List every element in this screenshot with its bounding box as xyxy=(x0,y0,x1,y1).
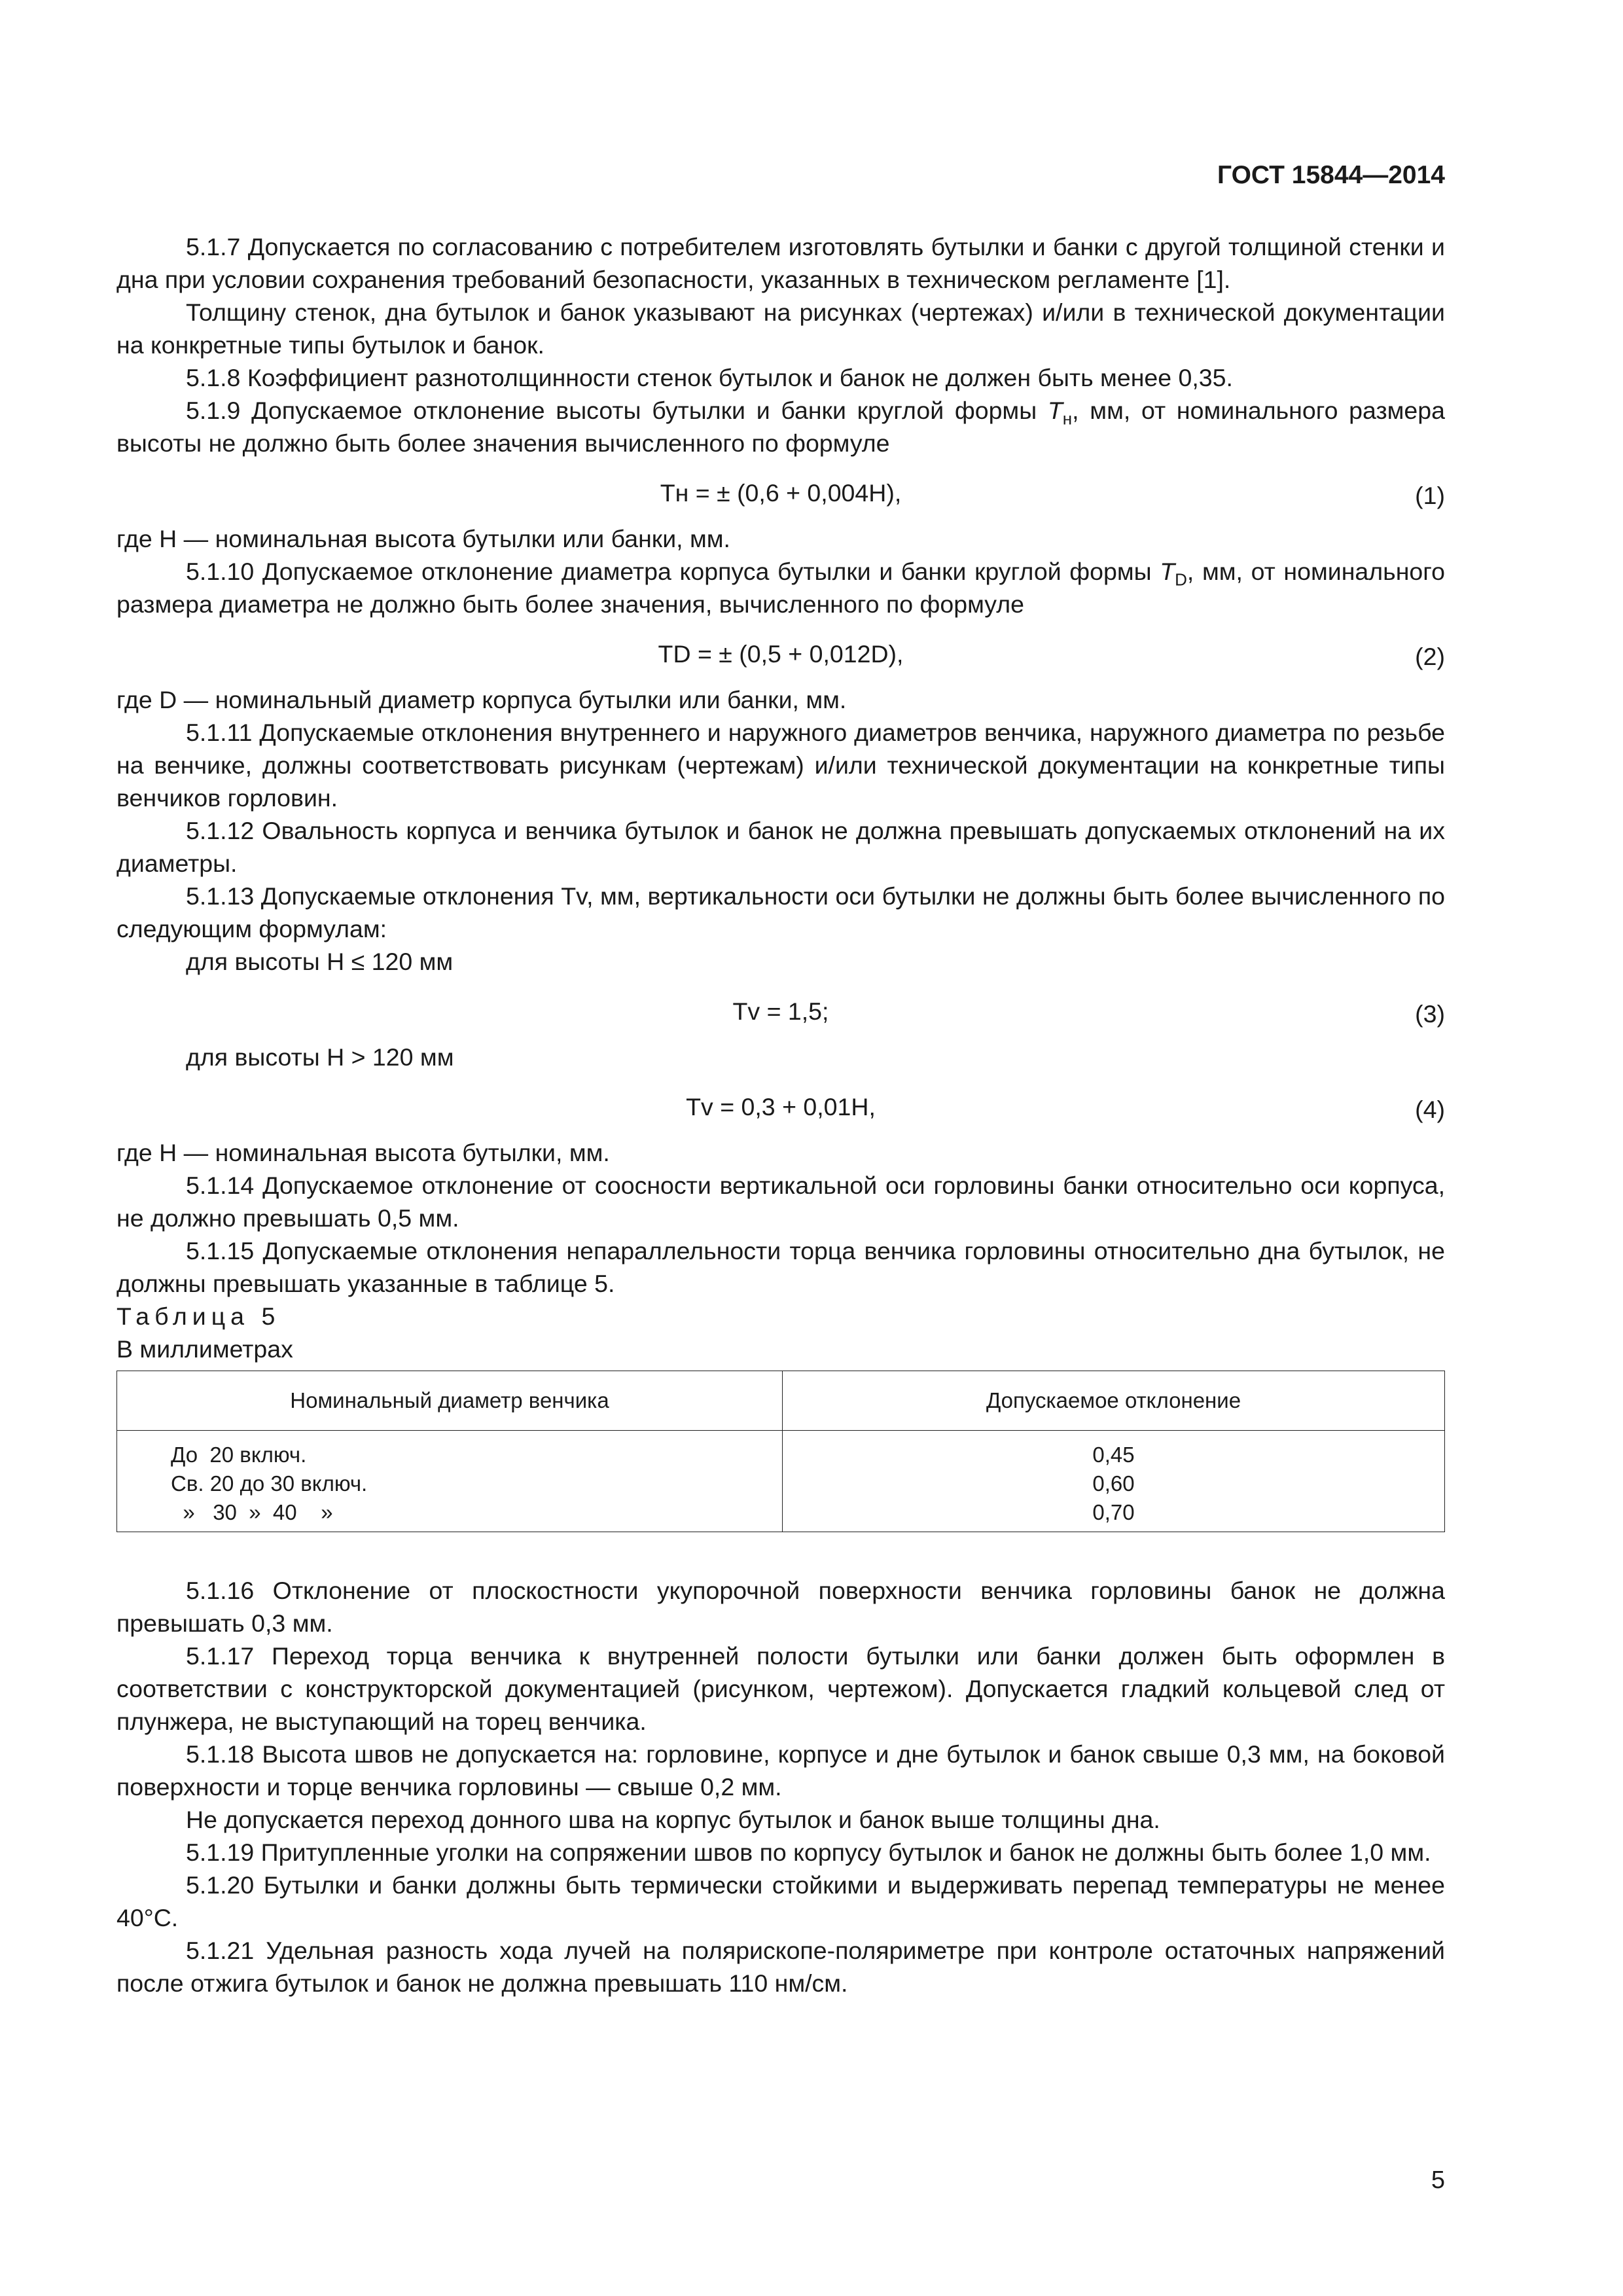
paragraph-where-h: где H — номинальная высота бутылки или банки, мм. xyxy=(116,525,730,552)
paragraph-wall-thickness: Толщину стенок, дна бутылок и банок указывают на рисунках (чертежах) и/или в технической документации на конкретные типы бутылок и банок. xyxy=(116,298,1445,359)
variable-t: T xyxy=(1047,397,1063,424)
paragraph-5-1-10-text-a: 5.1.10 Допускаемое отклонение диаметра корпуса бутылки и банки круглой формы xyxy=(186,558,1160,585)
formula-2-number: (2) xyxy=(1415,643,1445,670)
table-cell-diameter: До 20 включ. xyxy=(117,1431,783,1470)
formula-1 xyxy=(116,476,1445,509)
paragraph-5-1-20: 5.1.20 Бутылки и банки должны быть термически стойкими и выдерживать перепад температуры не менее 40°С. xyxy=(116,1871,1445,1931)
subscript-d: D xyxy=(1175,569,1187,590)
paragraph-5-1-17: 5.1.17 Переход торца венчика к внутренней полости бутылки или банки должен быть оформлен в соответствии с конструкторской документацией (рисунком, чертежом). Допускается гладкий кольцевой след от плунжера, не выступающий на торец венчика. xyxy=(116,1642,1445,1735)
table-cell-deviation: 0,60 xyxy=(783,1469,1445,1498)
paragraph-5-1-9 xyxy=(116,394,1445,459)
formula-2 xyxy=(116,637,1445,670)
section-after-table xyxy=(116,1574,1445,2000)
formula-1-number: (1) xyxy=(1415,482,1445,509)
paragraph-bottom-seam: Не допускается переход донного шва на корпус бутылок и банок выше толщины дна. xyxy=(186,1806,1160,1833)
table-caption: Таблица 5 xyxy=(116,1302,281,1330)
table-cell-diameter: » 30 » 40 » xyxy=(117,1498,783,1532)
variable-t: T xyxy=(1160,558,1175,585)
formula-4-number: (4) xyxy=(1415,1096,1445,1123)
paragraph-5-1-14: 5.1.14 Допускаемое отклонение от соосности вертикальной оси горловины банки относительно оси корпуса, не должно превышать 0,5 мм. xyxy=(116,1172,1445,1232)
formula-2-expression: TD = ± (0,5 + 0,012D), xyxy=(658,640,904,668)
formula-3-number: (3) xyxy=(1415,1000,1445,1028)
paragraph-5-1-9-text-a: 5.1.9 Допускаемое отклонение высоты бутылки и банки круглой формы xyxy=(186,397,1048,424)
table-header-deviation: Допускаемое отклонение xyxy=(783,1371,1445,1431)
paragraph-5-1-15: 5.1.15 Допускаемые отклонения непараллельности торца венчика горловины относительно дна бутылок, не должны превышать указанные в таблице 5. xyxy=(116,1237,1445,1297)
formula-1-expression: Tн = ± (0,6 + 0,004H), xyxy=(660,479,902,507)
formula-3-expression: Tv = 1,5; xyxy=(732,997,829,1025)
paragraph-height-le-120: для высоты H ≤ 120 мм xyxy=(186,948,454,975)
formula-4-expression: Tv = 0,3 + 0,01H, xyxy=(686,1093,876,1121)
paragraph-5-1-12: 5.1.12 Овальность корпуса и венчика бутылок и банок не должна превышать допускаемых отклонений на их диаметры. xyxy=(116,817,1445,877)
page-number: 5 xyxy=(1431,2166,1445,2194)
paragraph-5-1-16: 5.1.16 Отклонение от плоскостности укупорочной поверхности венчика горловины банок не должна превышать 0,3 мм. xyxy=(116,1577,1445,1637)
document-page xyxy=(116,0,1445,2296)
paragraph-5-1-13: 5.1.13 Допускаемые отклонения Tv, мм, вертикальности оси бутылки не должны быть более вычисленного по следующим формулам: xyxy=(116,882,1445,942)
table-row xyxy=(117,1498,1445,1532)
formula-4 xyxy=(116,1090,1445,1123)
table-cell-deviation: 0,70 xyxy=(783,1498,1445,1532)
table-5 xyxy=(116,1371,1445,1532)
paragraph-5-1-10 xyxy=(116,555,1445,620)
paragraph-where-h-bottle: где H — номинальная высота бутылки, мм. xyxy=(116,1139,610,1166)
paragraph-5-1-8: 5.1.8 Коэффициент разнотолщинности стенок бутылок и банок не должен быть менее 0,35. xyxy=(186,364,1233,391)
paragraph-5-1-7: 5.1.7 Допускается по согласованию с потребителем изготовлять бутылки и банки с другой толщиной стенки и дна при условии сохранения требований безопасности, указанных в техническом регламенте [1]. xyxy=(116,233,1445,293)
table-cell-deviation: 0,45 xyxy=(783,1431,1445,1470)
formula-3 xyxy=(116,995,1445,1028)
table-row xyxy=(117,1469,1445,1498)
paragraph-where-d: где D — номинальный диаметр корпуса бутылки или банки, мм. xyxy=(116,686,847,713)
paragraph-5-1-19: 5.1.19 Притупленные уголки на сопряжении швов по корпусу бутылок и банок не должны быть более 1,0 мм. xyxy=(186,1839,1431,1866)
document-body xyxy=(116,230,1445,2000)
table-units: В миллиметрах xyxy=(116,1335,293,1363)
table-row xyxy=(117,1431,1445,1470)
paragraph-5-1-18: 5.1.18 Высота швов не допускается на: горловине, корпусе и дне бутылок и банок свыше 0,3 мм, на боковой поверхности и торце венчика горловины — свыше 0,2 мм. xyxy=(116,1740,1445,1801)
table-cell-diameter: Св. 20 до 30 включ. xyxy=(117,1469,783,1498)
paragraph-5-1-9-text-b: , мм, от номинального размера высоты не должно быть более значения вычисленного по формуле xyxy=(116,397,1445,457)
paragraph-5-1-10-text-b: , мм, от номинального размера диаметра не должно быть более значения, вычисленного по формуле xyxy=(116,558,1445,618)
document-id-header: ГОСТ 15844—2014 xyxy=(1217,161,1445,189)
subscript-n: н xyxy=(1062,408,1073,429)
paragraph-5-1-11: 5.1.11 Допускаемые отклонения внутреннего и наружного диаметров венчика, наружного диаметра по резьбе на венчике, должны соответствовать рисункам (чертежам) и/или технической документации на конкретные типы венчиков горловин. xyxy=(116,719,1445,812)
paragraph-5-1-21: 5.1.21 Удельная разность хода лучей на полярископе-поляриметре при контроле остаточных напряжений после отжига бутылок и банок не должна превышать 110 нм/см. xyxy=(116,1937,1445,1997)
paragraph-height-gt-120: для высоты H > 120 мм xyxy=(186,1043,454,1071)
table-header-diameter: Номинальный диаметр венчика xyxy=(117,1371,783,1431)
